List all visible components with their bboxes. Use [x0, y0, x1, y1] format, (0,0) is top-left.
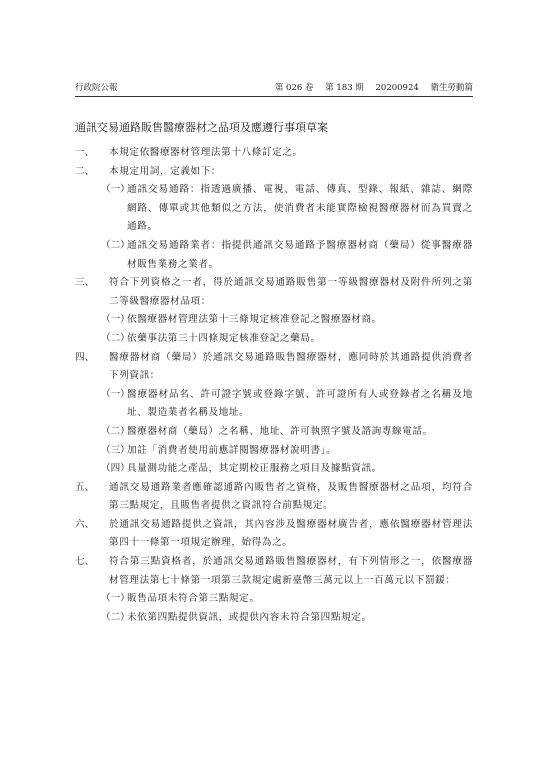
clause-number: 二、	[75, 165, 95, 177]
clause-2	[75, 163, 473, 182]
subclause-number: （二）	[101, 332, 130, 344]
clause-4	[75, 349, 473, 386]
publication-date: 20200924	[375, 83, 419, 93]
clause-number: 五、	[75, 481, 95, 493]
subclause-number: （二）	[101, 239, 130, 251]
subclause-text: 未依第四點提供資訊，或提供內容未符合第四點規定。	[127, 611, 372, 623]
subclause-text: 醫療器材品名、許可證字號或登錄字號、許可證所有人或登錄者之名稱及地址、製造業者名稱及地址。	[127, 388, 473, 419]
clause-text: 本規定依醫療器材管理法第十八條訂定之。	[109, 147, 303, 158]
clause-2-sub-2	[75, 237, 473, 274]
clause-number: 一、	[75, 147, 95, 158]
clause-6	[75, 516, 473, 553]
clause-2-sub-1	[75, 181, 473, 237]
clause-text: 符合第三點資格者，於通訊交易通路販售醫療器材，有下列情形之一，依醫療器材管理法第七十條第一項第三款規定處新臺幣三萬元以上一百萬元以下罰鍰：	[109, 556, 473, 586]
subclause-text: 加註「消費者使用前應詳閱醫療器材說明書」。	[127, 444, 337, 456]
subclause-number: （二）	[101, 425, 130, 437]
clause-text: 醫療器材商（藥局）於通訊交易通路販售醫療器材，應同時於其通路提供消費者下列資訊：	[109, 351, 473, 382]
page-header	[75, 83, 473, 94]
clause-1	[75, 144, 473, 163]
clause-4-sub-1	[75, 386, 473, 423]
subclause-text: 具量測功能之產品，其定期校正服務之項目及據點資訊。	[127, 463, 382, 475]
subclause-number: （一）	[101, 314, 130, 326]
clause-number: 六、	[75, 518, 95, 530]
clause-text: 符合下列資格之一者，得於通訊交易通路販售第一等級醫療器材及附件所列之第二等級醫療器材品項：	[109, 277, 473, 307]
clause-3-sub-1	[75, 311, 473, 330]
publication-name: 行政院公報	[75, 83, 118, 93]
section-name: 衛生勞動篇	[430, 83, 473, 93]
document-body	[75, 144, 473, 627]
clause-text: 通訊交易通路業者應確認通路內販售者之資格，及販售醫療器材之品項，均符合第三點規定，且販售者提供之資訊符合前點規定。	[109, 481, 473, 512]
clause-text: 本規定用詞，定義如下：	[109, 165, 222, 177]
subclause-text: 依藥事法第三十四條規定核准登記之藥局。	[127, 332, 321, 344]
subclause-text: 通訊交易通路：指透過廣播、電視、電話、傳真、型錄、報紙、雜誌、網際網路、傳單或其他類似之方法，使消費者未能實際檢視醫療器材而為買賣之通路。	[127, 184, 473, 233]
subclause-text: 醫療器材商（藥局）之名稱、地址、許可執照字號及諮詢專線電話。	[127, 425, 433, 437]
clause-number: 三、	[75, 277, 95, 289]
document-title: 通訊交易通路販售醫療器材之品項及應遵行事項草案	[75, 121, 328, 134]
subclause-number: （四）	[101, 463, 130, 475]
subclause-number: （一）	[101, 184, 130, 196]
clause-7	[75, 553, 473, 590]
volume-number: 第 026 卷	[274, 83, 314, 93]
clause-text: 於通訊交易通路提供之資訊，其內容涉及醫療器材廣告者，應依醫療器材管理法第四十一條第一項規定辦理，始得為之。	[109, 518, 473, 549]
clause-7-sub-1	[75, 590, 473, 609]
clause-3-sub-2	[75, 330, 473, 349]
clause-3	[75, 274, 473, 311]
header-divider	[75, 96, 473, 97]
clause-number: 七、	[75, 556, 95, 568]
clause-4-sub-2	[75, 423, 473, 442]
issue-info	[266, 83, 473, 94]
subclause-number: （二）	[101, 611, 130, 623]
clause-4-sub-4	[75, 460, 473, 479]
subclause-number: （三）	[101, 444, 130, 456]
clause-7-sub-2	[75, 609, 473, 628]
clause-number: 四、	[75, 351, 95, 363]
subclause-number: （一）	[101, 388, 130, 400]
subclause-text: 販售品項未符合第三點規定。	[127, 593, 260, 605]
clause-5	[75, 479, 473, 516]
issue-number: 第 183 期	[325, 83, 364, 93]
subclause-text: 依醫療器材管理法第十三條規定核准登記之醫療器材商。	[127, 314, 382, 326]
subclause-number: （一）	[101, 593, 130, 605]
clause-4-sub-3	[75, 442, 473, 461]
subclause-text: 通訊交易通路業者：指提供通訊交易通路予醫療器材商（藥局）從事醫療器材販售業務之業者。	[127, 239, 473, 270]
